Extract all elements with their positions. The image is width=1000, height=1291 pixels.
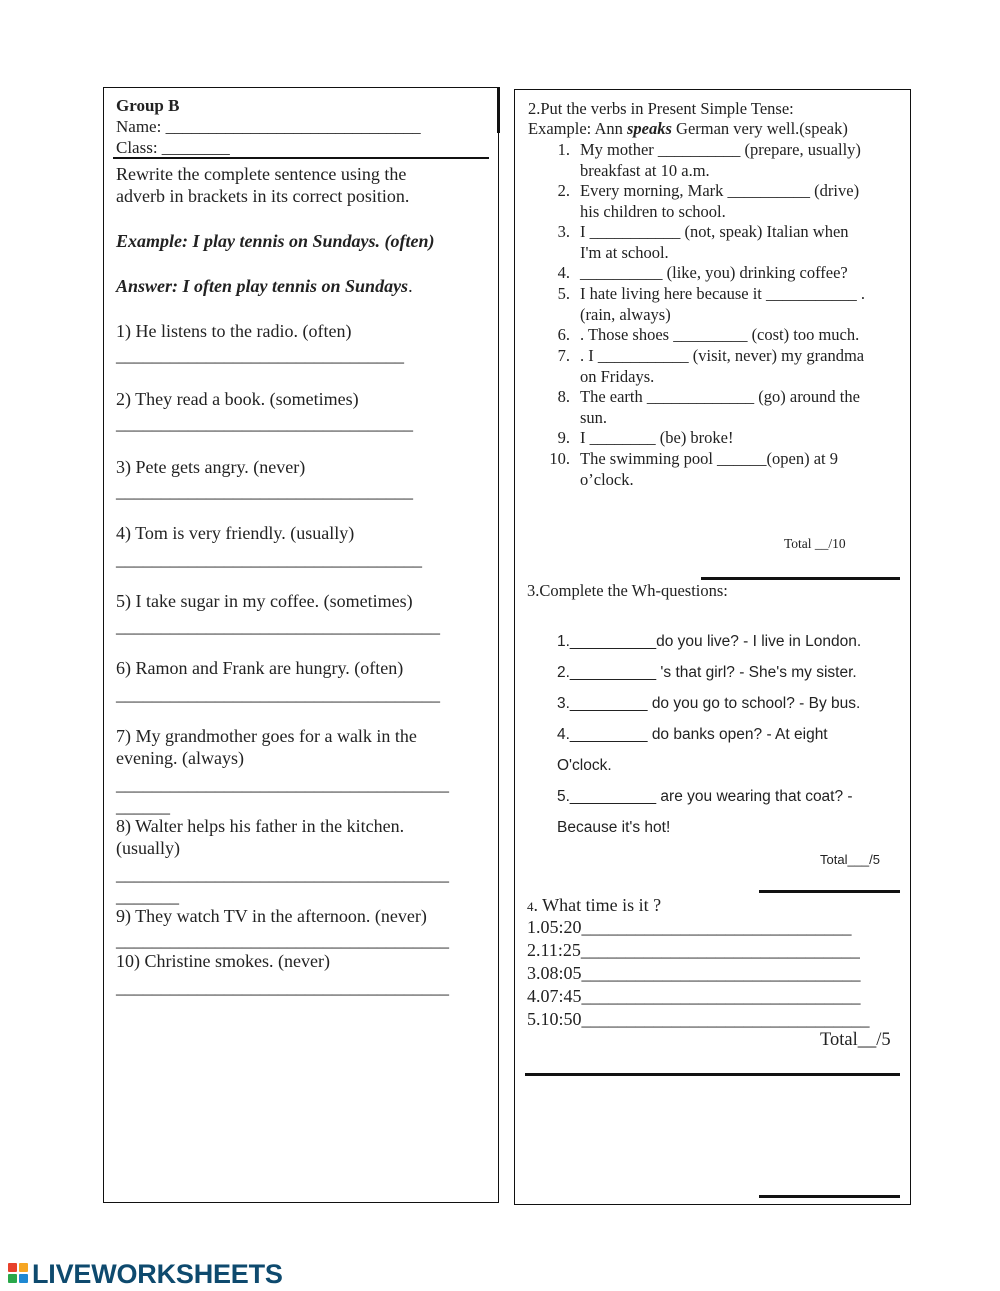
section-2-title: 2.Put the verbs in Present Simple Tense: bbox=[528, 99, 794, 118]
wh-question-3[interactable]: 3._________ do you go to school? - By bus. bbox=[557, 695, 861, 712]
section-3-title: 3.Complete the Wh-questions: bbox=[527, 581, 728, 600]
item-text[interactable]: . Those shoes _________ (cost) too much. bbox=[580, 325, 860, 344]
example-sentence: Example: I play tennis on Sundays. (often) bbox=[116, 231, 435, 251]
section-2-divider bbox=[701, 577, 900, 580]
answer-line-8[interactable]: _____________________________________ bbox=[116, 864, 449, 884]
section-3-divider bbox=[759, 890, 900, 893]
answer-line-7[interactable]: _____________________________________ bbox=[116, 774, 449, 794]
left-header-right-edge bbox=[497, 87, 500, 133]
question-7-line-2: evening. (always) bbox=[116, 748, 244, 768]
item-number: 3. bbox=[557, 222, 570, 241]
time-item-3[interactable]: 3.08:05_______________________________ bbox=[527, 963, 861, 983]
answer-line-8-cont[interactable]: _______ bbox=[116, 886, 179, 906]
section-4-heading: . What time is it ? bbox=[533, 895, 662, 915]
item-number: 6. bbox=[557, 325, 570, 344]
item-number: 2. bbox=[557, 181, 570, 200]
question-2: 2) They read a book. (sometimes) bbox=[116, 389, 359, 409]
item-text[interactable]: Every morning, Mark __________ (drive) his children to school. bbox=[580, 181, 860, 221]
question-6: 6) Ramon and Frank are hungry. (often) bbox=[116, 658, 404, 678]
item-text[interactable]: I ___________ (not, speak) Italian when I'm at school. bbox=[580, 222, 849, 262]
section-4-number: 4 bbox=[527, 899, 534, 914]
item-text[interactable]: I hate living here because it ___________ . (rain, always) bbox=[580, 284, 866, 324]
question-10: 10) Christine smokes. (never) bbox=[116, 951, 330, 971]
answer-line-5[interactable]: ____________________________________ bbox=[116, 616, 440, 636]
section-2-list bbox=[548, 140, 908, 490]
item-number: 7. bbox=[557, 346, 570, 365]
question-1: 1) He listens to the radio. (often) bbox=[116, 321, 352, 341]
section-2-example bbox=[528, 119, 848, 140]
time-item-5[interactable]: 5.10:50________________________________ bbox=[527, 1009, 870, 1029]
answer-line-10[interactable]: _____________________________________ bbox=[116, 977, 449, 997]
example-post: German very well.(speak) bbox=[671, 119, 848, 138]
answer-line-6[interactable]: ____________________________________ bbox=[116, 684, 440, 704]
wh-question-4-cont: O'clock. bbox=[557, 757, 612, 774]
question-8-line-1: 8) Walter helps his father in the kitchen. bbox=[116, 816, 405, 836]
answer-line-4[interactable]: __________________________________ bbox=[116, 549, 422, 569]
section-3-total: Total___/5 bbox=[820, 852, 880, 867]
item-text[interactable]: . I ___________ (visit, never) my grandma on Fridays. bbox=[580, 346, 865, 386]
answer-period: . bbox=[408, 276, 413, 296]
answer-line-2[interactable]: _________________________________ bbox=[116, 413, 413, 433]
section-2-total: Total __/10 bbox=[784, 536, 846, 551]
answer-line-7-cont[interactable]: ______ bbox=[116, 796, 170, 816]
item-number: 10. bbox=[549, 449, 570, 468]
time-item-4[interactable]: 4.07:45_______________________________ bbox=[527, 986, 861, 1006]
logo-mark-icon bbox=[8, 1263, 30, 1285]
name-field[interactable]: Name: ______________________________ bbox=[116, 117, 421, 136]
class-field[interactable]: Class: ________ bbox=[116, 138, 230, 157]
wh-question-4[interactable]: 4._________ do banks open? - At eight bbox=[557, 726, 828, 743]
answer-line-3[interactable]: _________________________________ bbox=[116, 481, 413, 501]
time-item-2[interactable]: 2.11:25_______________________________ bbox=[527, 940, 860, 960]
item-number: 1. bbox=[557, 140, 570, 159]
item-text[interactable]: The swimming pool ______(open) at 9 o’clock. bbox=[580, 449, 839, 489]
answer-text: Answer: I often play tennis on Sundays bbox=[116, 276, 409, 296]
wh-question-2[interactable]: 2.__________ 's that girl? - She's my sister. bbox=[557, 664, 857, 681]
example-pre: Example: Ann bbox=[528, 119, 627, 138]
wh-question-5[interactable]: 5.__________ are you wearing that coat? - bbox=[557, 788, 853, 805]
wh-question-1[interactable]: 1.__________do you live? - I live in London. bbox=[557, 633, 862, 650]
item-text[interactable]: I ________ (be) broke! bbox=[580, 428, 734, 447]
answer-sentence bbox=[116, 275, 413, 297]
item-number: 8. bbox=[557, 387, 570, 406]
item-text[interactable]: The earth _____________ (go) around the sun. bbox=[580, 387, 860, 427]
item-text[interactable]: My mother __________ (prepare, usually) breakfast at 10 a.m. bbox=[580, 140, 861, 180]
question-7-line-1: 7) My grandmother goes for a walk in the bbox=[116, 726, 417, 746]
item-number: 5. bbox=[557, 284, 570, 303]
instruction-line-1: Rewrite the complete sentence using the bbox=[116, 164, 407, 184]
item-number: 9. bbox=[557, 428, 570, 447]
left-panel bbox=[103, 87, 499, 1203]
time-item-1[interactable]: 1.05:20______________________________ bbox=[527, 917, 852, 937]
answer-line-9[interactable]: _____________________________________ bbox=[116, 930, 449, 950]
question-3: 3) Pete gets angry. (never) bbox=[116, 457, 306, 477]
instruction-line-2: adverb in brackets in its correct position. bbox=[116, 186, 410, 206]
wh-question-5-cont: Because it's hot! bbox=[557, 819, 671, 836]
logo-text: LIVEWORKSHEETS bbox=[32, 1258, 283, 1289]
liveworksheets-logo bbox=[8, 1258, 283, 1290]
section-4-title bbox=[527, 895, 661, 916]
example-verb: speaks bbox=[626, 119, 672, 138]
item-number: 4. bbox=[557, 263, 570, 282]
group-label: Group B bbox=[116, 96, 180, 115]
question-5: 5) I take sugar in my coffee. (sometimes) bbox=[116, 591, 413, 611]
question-9: 9) They watch TV in the afternoon. (never) bbox=[116, 906, 427, 926]
answer-line-1[interactable]: ________________________________ bbox=[116, 345, 404, 365]
question-4: 4) Tom is very friendly. (usually) bbox=[116, 523, 355, 543]
question-8-line-2: (usually) bbox=[116, 838, 180, 858]
bottom-right-rule bbox=[759, 1195, 900, 1198]
item-text[interactable]: __________ (like, you) drinking coffee? bbox=[580, 263, 848, 282]
section-4-total: Total__/5 bbox=[820, 1030, 891, 1050]
section-4-divider bbox=[525, 1073, 900, 1076]
